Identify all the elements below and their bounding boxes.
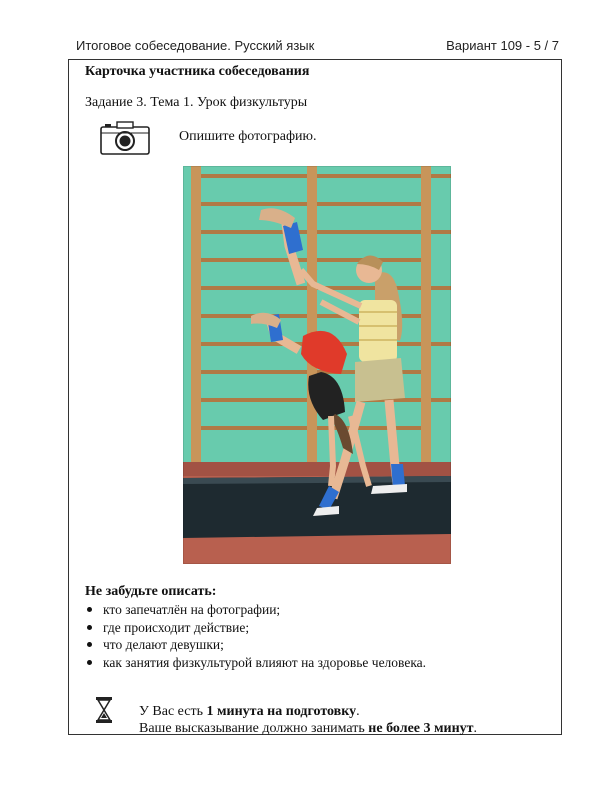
prep-time-bold: 1 минута на подготовку <box>206 704 357 719</box>
camera-icon <box>99 120 151 156</box>
header-variant: Вариант 109 - 5 / 7 <box>446 38 559 53</box>
checklist-item: как занятия физкультурой влияют на здоровье человека. <box>85 654 426 672</box>
hourglass-icon <box>95 696 113 724</box>
checklist-item: что делают девушки; <box>85 636 426 654</box>
describe-instruction: Опишите фотографию. <box>179 129 317 144</box>
checklist-item: где происходит действие; <box>85 619 426 637</box>
checklist <box>85 601 426 671</box>
checklist-item: кто запечатлён на фотографии; <box>85 601 426 619</box>
header-exam-title: Итоговое собеседование. Русский язык <box>76 38 315 53</box>
participant-card <box>68 59 562 735</box>
task-heading: Задание 3. Тема 1. Урок физкультуры <box>85 95 308 110</box>
checklist-title: Не забудьте описать: <box>85 584 217 599</box>
card-title: Карточка участника собеседования <box>85 64 310 79</box>
answer-time-note: Ваше высказывание должно занимать не более 3 минут. <box>139 721 478 736</box>
prep-time-note: У Вас есть 1 минута на подготовку. <box>139 704 360 719</box>
answer-time-bold: не более 3 минут <box>368 721 474 736</box>
gymnastics-photo <box>183 166 451 564</box>
